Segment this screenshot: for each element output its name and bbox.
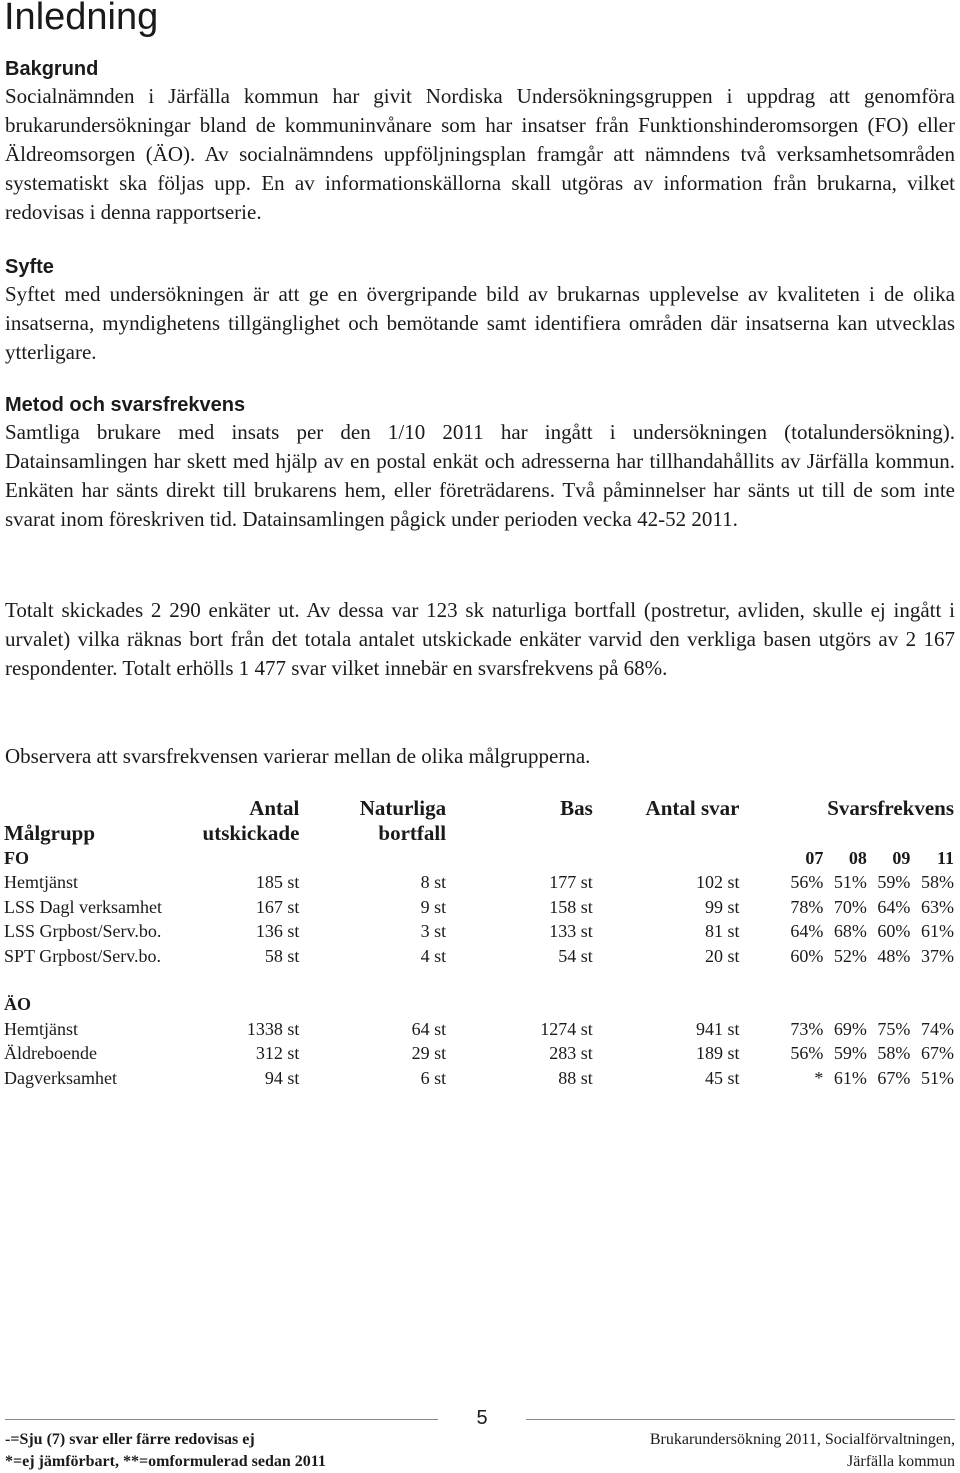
cell-malgrupp: SPT Grpbost/Serv.bo. bbox=[4, 945, 162, 966]
metod-paragraph-3: Observera att svarsfrekvensen varierar mellan de olika målgrupperna. bbox=[5, 744, 591, 768]
cell-svarsfrekvens-08: 70% bbox=[833, 896, 867, 917]
cell-antal-utskickade: 312 st bbox=[255, 1043, 300, 1064]
cell-naturliga-bortfall: 64 st bbox=[411, 1018, 447, 1039]
table-row bbox=[4, 895, 954, 920]
cell-antal-utskickade: 58 st bbox=[264, 945, 300, 966]
cell-antal-utskickade: 1338 st bbox=[246, 1018, 300, 1039]
cell-naturliga-bortfall: 29 st bbox=[411, 1043, 447, 1064]
heading-bakgrund: Bakgrund bbox=[5, 58, 99, 80]
cell-antal-svar: 102 st bbox=[695, 872, 740, 893]
table-header-row bbox=[4, 796, 954, 846]
cell-svarsfrekvens-11: 74% bbox=[921, 1018, 954, 1039]
cell-bas: 158 st bbox=[549, 896, 593, 917]
year-09: 09 bbox=[892, 847, 911, 868]
cell-antal-utskickade: 185 st bbox=[255, 872, 300, 893]
section-syfte bbox=[5, 254, 955, 367]
table-row bbox=[4, 1017, 954, 1042]
footer-rule-left bbox=[5, 1419, 438, 1420]
year-07: 07 bbox=[805, 847, 824, 868]
cell-svarsfrekvens-08: 52% bbox=[833, 945, 867, 966]
cell-svarsfrekvens-07: 78% bbox=[790, 896, 824, 917]
metod-paragraph-2: Totalt skickades 2 290 enkäter ut. Av dessa var 123 sk naturliga bortfall (postretur, avliden, skulle ej ingått i urvalet) vilka räknas bort från det totala antalet utskickade enkäter varvid den verkliga basen utgörs av 2 167 respondenter. Totalt erhölls 1 477 svar vilket innebär en svarsfrekvens på 68%. bbox=[5, 598, 955, 680]
header-naturliga-line1: Naturliga bbox=[359, 796, 447, 820]
cell-bas: 283 st bbox=[549, 1043, 593, 1064]
section-bakgrund bbox=[5, 56, 955, 227]
spacer-row bbox=[4, 969, 954, 993]
cell-svarsfrekvens-09: 60% bbox=[877, 921, 911, 942]
section-metod-totals bbox=[5, 596, 955, 683]
cell-antal-utskickade: 136 st bbox=[255, 921, 300, 942]
cell-svarsfrekvens-07: 56% bbox=[790, 872, 824, 893]
cell-svarsfrekvens-07: 73% bbox=[790, 1018, 824, 1039]
cell-svarsfrekvens-07: 64% bbox=[790, 921, 824, 942]
group-fo-row bbox=[4, 846, 954, 871]
cell-svarsfrekvens-09: 67% bbox=[877, 1067, 911, 1088]
cell-malgrupp: LSS Dagl verksamhet bbox=[4, 896, 162, 917]
cell-svarsfrekvens-09: 64% bbox=[877, 896, 911, 917]
footer-source-2: Järfälla kommun bbox=[847, 1453, 955, 1470]
cell-svarsfrekvens-09: 48% bbox=[877, 945, 911, 966]
cell-naturliga-bortfall: 3 st bbox=[420, 921, 447, 942]
cell-bas: 1274 st bbox=[540, 1018, 593, 1039]
cell-naturliga-bortfall: 8 st bbox=[420, 872, 447, 893]
cell-svarsfrekvens-11: 61% bbox=[921, 921, 954, 942]
cell-svarsfrekvens-09: 75% bbox=[877, 1018, 911, 1039]
bakgrund-text: Socialnämnden i Järfälla kommun har givit Nordiska Undersökningsgruppen i uppdrag att genomföra brukarundersökningar bland de kommuninvånare som har insatser från Funktionshinderomsorgen (FO) eller Äldreomsorgen (ÄO). Av socialnämndens uppföljningsplan framgår att nämndens två verksamhetsområden systematiskt ska följas upp. En av informationskällorna skall utgöras av information från brukarna, vilket redovisas i denna rapportserie. bbox=[5, 84, 955, 224]
footer-source bbox=[650, 1429, 955, 1473]
heading-syfte: Syfte bbox=[5, 256, 54, 278]
cell-svarsfrekvens-08: 69% bbox=[833, 1018, 867, 1039]
cell-malgrupp: Hemtjänst bbox=[4, 872, 78, 893]
cell-naturliga-bortfall: 4 st bbox=[420, 945, 447, 966]
cell-antal-utskickade: 94 st bbox=[264, 1067, 300, 1088]
header-antal-line2: utskickade bbox=[202, 821, 300, 845]
cell-naturliga-bortfall: 6 st bbox=[420, 1067, 447, 1088]
header-naturliga-line2: bortfall bbox=[378, 821, 447, 845]
footer-source-1: Brukarundersökning 2011, Socialförvaltningen, bbox=[649, 1431, 955, 1448]
section-metod bbox=[5, 392, 955, 534]
cell-svarsfrekvens-11: 67% bbox=[921, 1043, 954, 1064]
cell-antal-utskickade: 167 st bbox=[255, 896, 300, 917]
cell-malgrupp: Äldreboende bbox=[4, 1043, 97, 1064]
header-antal-line1: Antal bbox=[249, 796, 300, 820]
table-row bbox=[4, 1042, 954, 1067]
group-label-fo: FO bbox=[4, 847, 29, 868]
cell-naturliga-bortfall: 9 st bbox=[420, 896, 447, 917]
cell-svarsfrekvens-11: 51% bbox=[921, 1067, 954, 1088]
cell-svarsfrekvens-11: 37% bbox=[921, 945, 954, 966]
cell-svarsfrekvens-07: * bbox=[814, 1067, 824, 1088]
cell-svarsfrekvens-07: 56% bbox=[790, 1043, 824, 1064]
cell-bas: 88 st bbox=[558, 1067, 593, 1088]
cell-antal-svar: 20 st bbox=[704, 945, 740, 966]
header-antal-utskickade bbox=[194, 796, 299, 846]
header-antal-svar: Antal svar bbox=[645, 796, 740, 820]
response-rate-table bbox=[4, 796, 954, 1091]
year-08: 08 bbox=[848, 847, 867, 868]
section-metod-note bbox=[5, 742, 955, 771]
cell-svarsfrekvens-08: 51% bbox=[833, 872, 867, 893]
cell-svarsfrekvens-11: 58% bbox=[921, 872, 954, 893]
table-row bbox=[4, 871, 954, 896]
table-row bbox=[4, 1066, 954, 1091]
cell-antal-svar: 941 st bbox=[695, 1018, 740, 1039]
cell-svarsfrekvens-09: 58% bbox=[877, 1043, 911, 1064]
cell-svarsfrekvens-09: 59% bbox=[877, 872, 911, 893]
table-row bbox=[4, 920, 954, 945]
cell-malgrupp: LSS Grpbost/Serv.bo. bbox=[4, 921, 162, 942]
cell-bas: 133 st bbox=[549, 921, 593, 942]
group-ao-row bbox=[4, 993, 954, 1018]
cell-malgrupp: Dagverksamhet bbox=[4, 1067, 117, 1088]
cell-svarsfrekvens-08: 68% bbox=[833, 921, 867, 942]
footer-notes bbox=[5, 1429, 326, 1473]
cell-svarsfrekvens-11: 63% bbox=[921, 896, 954, 917]
header-bas: Bas bbox=[560, 796, 593, 820]
heading-metod: Metod och svarsfrekvens bbox=[5, 394, 246, 416]
table-row bbox=[4, 944, 954, 969]
metod-paragraph-1: Samtliga brukare med insats per den 1/10 2011 har ingått i undersökningen (totalundersökning). Datainsamlingen har skett med hjälp av en postal enkät och adresserna har tillhandahållits av Järfälla kommun. Enkäten har sänts direkt till brukarens hem, eller företrädarens. Två påminnelser har sänts ut till de som inte svarat inom föreskriven tid. Datainsamlingen pågick under perioden vecka 42-52 2011. bbox=[5, 420, 955, 531]
cell-svarsfrekvens-08: 61% bbox=[833, 1067, 867, 1088]
group-label-ao: ÄO bbox=[4, 994, 31, 1015]
cell-malgrupp: Hemtjänst bbox=[4, 1018, 78, 1039]
header-naturliga-bortfall bbox=[299, 796, 446, 846]
footer-note-1: -=Sju (7) svar eller färre redovisas ej bbox=[5, 1431, 255, 1448]
cell-antal-svar: 81 st bbox=[704, 921, 740, 942]
cell-bas: 177 st bbox=[549, 872, 593, 893]
cell-antal-svar: 45 st bbox=[704, 1067, 740, 1088]
cell-antal-svar: 189 st bbox=[695, 1043, 740, 1064]
page-title: Inledning bbox=[4, 0, 159, 38]
header-malgrupp: Målgrupp bbox=[4, 821, 96, 845]
year-11: 11 bbox=[936, 847, 954, 868]
cell-antal-svar: 99 st bbox=[704, 896, 740, 917]
header-svarsfrekvens: Svarsfrekvens bbox=[827, 796, 954, 820]
syfte-text: Syftet med undersökningen är att ge en övergripande bild av brukarnas upplevelse av kvaliteten i de olika insatserna, myndighetens tillgänglighet och bemötande samt identifiera områden där insatserna kan utvecklas ytterligare. bbox=[5, 282, 955, 364]
cell-svarsfrekvens-08: 59% bbox=[833, 1043, 867, 1064]
page-number: 5 bbox=[476, 1407, 488, 1429]
footer-note-2: *=ej jämförbart, **=omformulerad sedan 2011 bbox=[5, 1453, 326, 1470]
footer-rule-right bbox=[526, 1419, 955, 1420]
cell-svarsfrekvens-07: 60% bbox=[790, 945, 824, 966]
cell-bas: 54 st bbox=[558, 945, 593, 966]
